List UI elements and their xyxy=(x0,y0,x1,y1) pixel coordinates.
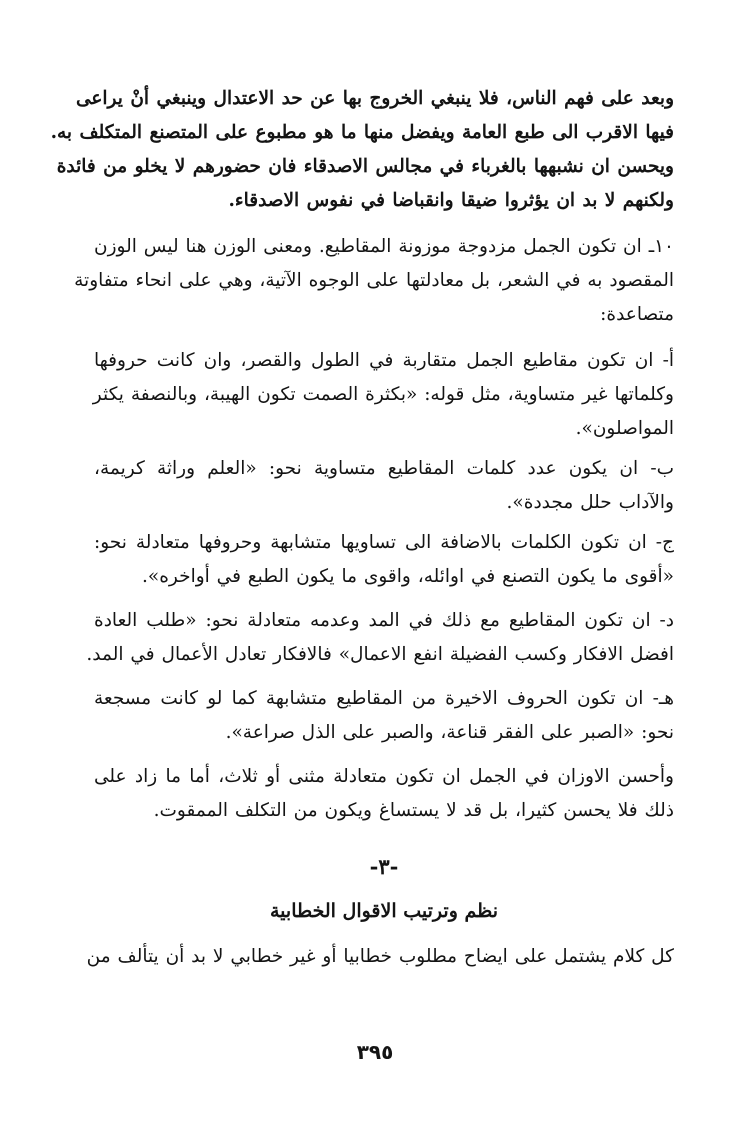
text-line: كل كلام يشتمل على ايضاح مطلوب خطابيا أو غير خطابي لا بد أن يتألف من xyxy=(86,946,674,967)
section-title: نظم وترتيب الاقوال الخطابية xyxy=(270,900,498,922)
paragraph-item-e xyxy=(94,682,674,750)
text-line: المواصلون». xyxy=(575,418,674,439)
text-line: وبعد على فهم الناس، فلا ينبغي الخروج بها عن حد الاعتدال وينبغي أنْ يراعى xyxy=(75,88,674,109)
page-number: ٣٩٥ xyxy=(356,1040,394,1064)
text-line: والآداب حلل مجددة». xyxy=(506,492,674,513)
paragraph-item-d xyxy=(86,604,674,672)
text-line: هـ- ان تكون الحروف الاخيرة من المقاطيع متشابهة كما لو كانت مسجعة xyxy=(94,688,674,709)
text-line: فيها الاقرب الى طبع العامة ويفضل منها ما هو مطبوع على المتصنع المتكلف به. xyxy=(50,122,674,143)
section-number: -٣- xyxy=(369,854,399,879)
text-line: ج- ان تكون الكلمات بالاضافة الى تساويها متشابهة وحروفها متعادلة نحو: xyxy=(94,532,674,553)
paragraph-item-c xyxy=(94,526,674,594)
text-line: «أقوى ما يكون التصنع في اوائله، واقوى ما يكون الطبع في أواخره». xyxy=(142,566,674,587)
text-line: ولكنهم لا بد ان يؤثروا ضيقا وانقباضا في نفوس الاصدقاء. xyxy=(228,190,674,211)
paragraph-intro xyxy=(50,82,674,218)
text-line: المقصود به في الشعر، بل معادلتها على الوجوه الآتية، وهي على انحاء متفاوتة xyxy=(74,270,674,291)
text-line: ويحسن ان نشبهها بالغرباء في مجالس الاصدقاء فان حضورهم لا يخلو من فائدة xyxy=(56,156,674,177)
paragraph-closing xyxy=(86,940,674,974)
text-line: افضل الافكار وكسب الفضيلة انفع الاعمال» فالافكار تعادل الأعمال في المد. xyxy=(86,644,674,665)
text-line: وكلماتها غير متساوية، مثل قوله: «بكثرة الصمت تكون الهيبة، وبالنصفة يكثر xyxy=(92,384,674,405)
text-line: أ- ان تكون مقاطيع الجمل متقاربة في الطول والقصر، وان كانت حروفها xyxy=(94,350,674,371)
text-line: ب- ان يكون عدد كلمات المقاطيع متساوية نحو: «العلم وراثة كريمة، xyxy=(94,458,674,479)
paragraph-item-a xyxy=(94,344,674,446)
text-line: نحو: «الصبر على الفقر قناعة، والصبر على الذل صراعة». xyxy=(225,722,674,743)
text-line: ١٠ـ ان تكون الجمل مزدوجة موزونة المقاطيع. ومعنى الوزن هنا ليس الوزن xyxy=(94,236,674,257)
paragraph-item-b xyxy=(94,452,674,520)
paragraph-rule-10 xyxy=(74,230,674,332)
paragraph-weights-summary xyxy=(94,760,674,828)
text-line: وأحسن الاوزان في الجمل ان تكون متعادلة مثنى أو ثلاث، أما ما زاد على xyxy=(94,766,674,787)
text-line: متصاعدة: xyxy=(600,304,674,325)
page-body xyxy=(50,82,674,974)
text-line: ذلك فلا يحسن كثيرا، بل قد لا يستساغ ويكون من التكلف الممقوت. xyxy=(153,800,674,821)
text-line: د- ان تكون المقاطيع مع ذلك في المد وعدمه متعادلة نحو: «طلب العادة xyxy=(94,610,674,631)
